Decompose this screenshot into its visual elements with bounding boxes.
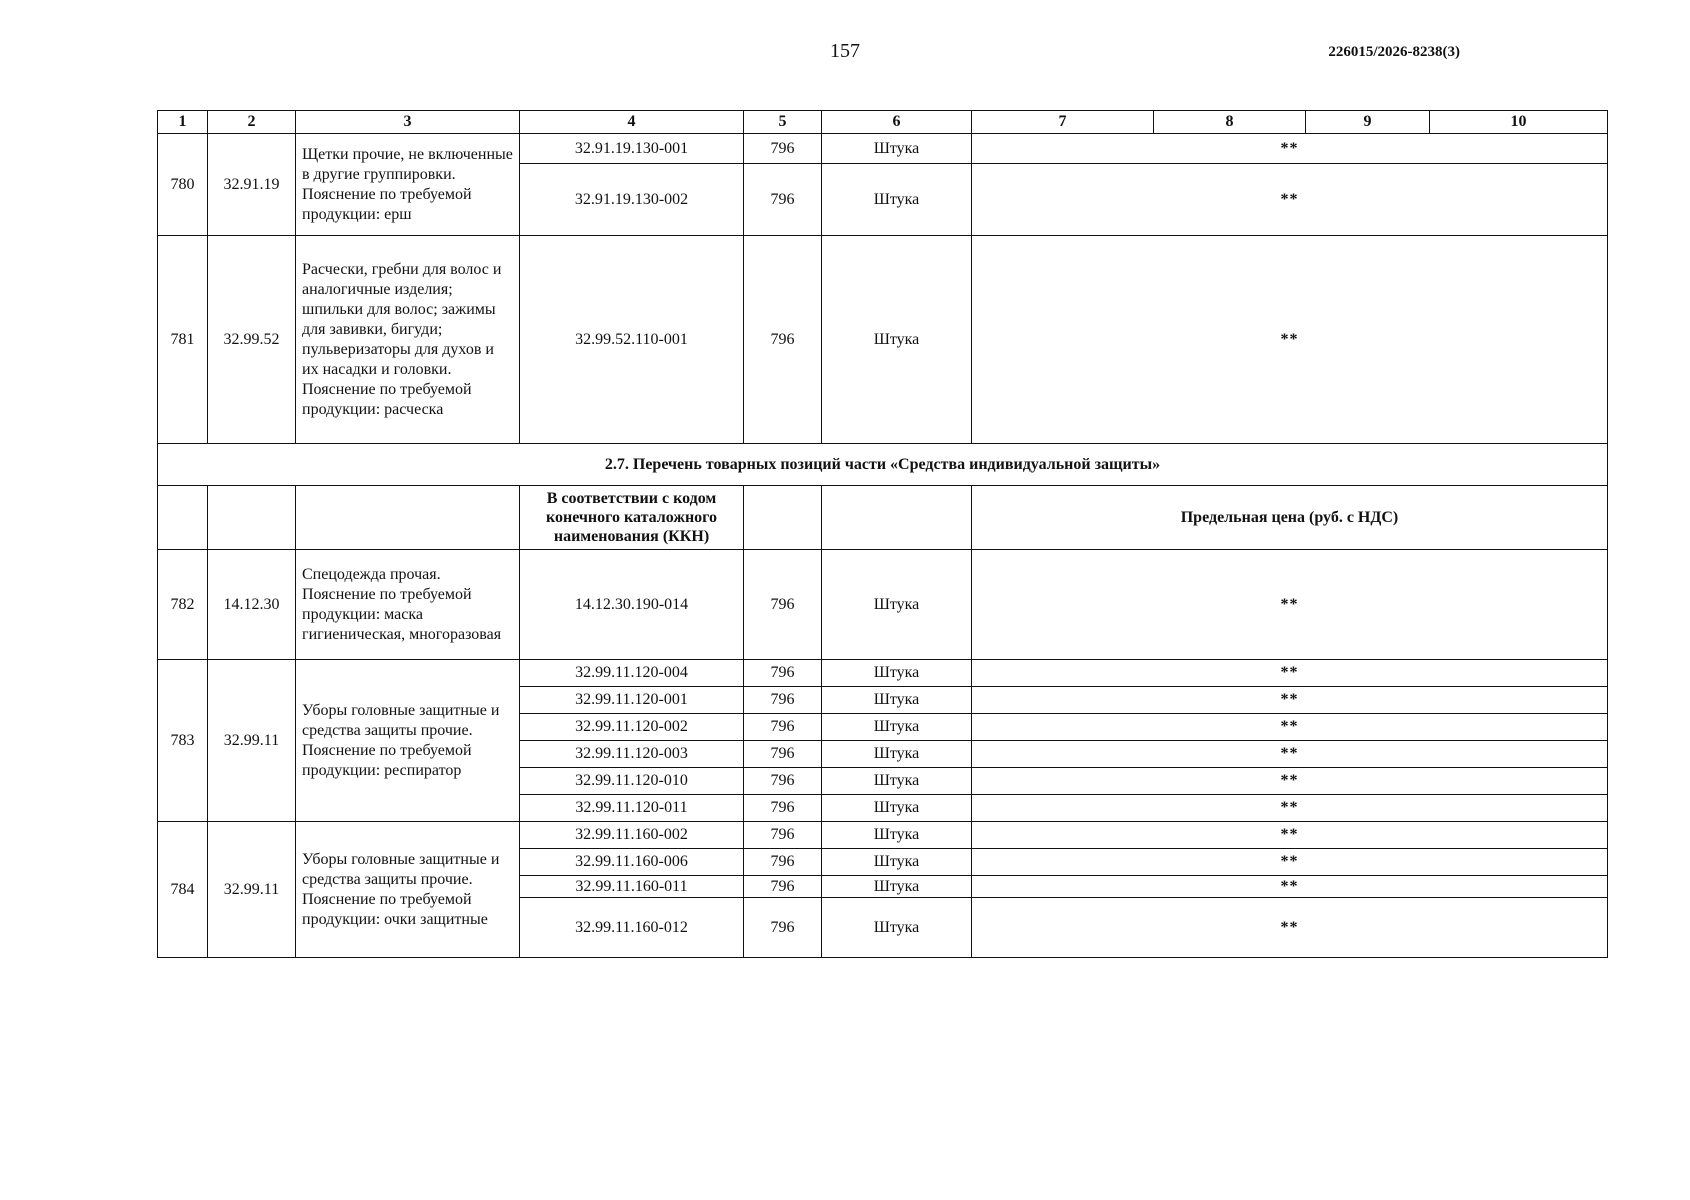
empty-cell: [208, 486, 296, 550]
table-row: [158, 822, 1608, 849]
unit-name: Штука: [822, 164, 972, 236]
unit-name: Штука: [822, 849, 972, 876]
catalog-code: 32.91.19.130-001: [520, 134, 744, 164]
okei-code: 796: [744, 876, 822, 898]
catalog-code: 32.99.11.120-002: [520, 714, 744, 741]
okei-code: 796: [744, 768, 822, 795]
item-description: Щетки прочие, не включенные в другие группировки. Пояснение по требуемой продукции: ерш: [296, 134, 520, 236]
price-cell: **: [972, 822, 1608, 849]
price-cell: **: [972, 849, 1608, 876]
catalog-code: 32.99.11.120-010: [520, 768, 744, 795]
price-cell: **: [972, 768, 1608, 795]
section-title-row: [158, 444, 1608, 486]
row-number: 784: [158, 822, 208, 958]
unit-name: Штука: [822, 134, 972, 164]
catalog-code: 32.99.11.120-001: [520, 687, 744, 714]
table-row: [158, 550, 1608, 660]
okpd-code: 32.99.11: [208, 660, 296, 822]
okei-code: 796: [744, 741, 822, 768]
sub-header-row: [158, 486, 1608, 550]
item-description: Уборы головные защитные и средства защиты прочие. Пояснение по требуемой продукции: респиратор: [296, 660, 520, 822]
okei-code: 796: [744, 714, 822, 741]
catalog-code: 32.99.11.160-002: [520, 822, 744, 849]
table-row: [158, 134, 1608, 164]
price-cell: **: [972, 898, 1608, 958]
price-cell: **: [972, 134, 1608, 164]
unit-name: Штука: [822, 687, 972, 714]
okei-code: 796: [744, 898, 822, 958]
unit-name: Штука: [822, 768, 972, 795]
header-col-7: 7: [972, 111, 1154, 134]
catalog-code: 14.12.30.190-014: [520, 550, 744, 660]
okei-code: 796: [744, 687, 822, 714]
unit-name: Штука: [822, 876, 972, 898]
catalog-code: 32.99.11.120-003: [520, 741, 744, 768]
empty-cell: [158, 486, 208, 550]
price-cell: **: [972, 236, 1608, 444]
catalog-code: 32.99.52.110-001: [520, 236, 744, 444]
header-col-3: 3: [296, 111, 520, 134]
page-number: 157: [830, 40, 860, 62]
kkn-header: В соответствии с кодом конечного каталожного наименования (ККН): [520, 486, 744, 550]
header-col-1: 1: [158, 111, 208, 134]
row-number: 783: [158, 660, 208, 822]
header-col-9: 9: [1306, 111, 1430, 134]
unit-name: Штука: [822, 660, 972, 687]
price-cell: **: [972, 876, 1608, 898]
catalog-code: 32.99.11.160-006: [520, 849, 744, 876]
document-id: 226015/2026-8238(3): [1328, 44, 1460, 60]
item-description: Спецодежда прочая. Пояснение по требуемой продукции: маска гигиеническая, многоразовая: [296, 550, 520, 660]
okpd-code: 14.12.30: [208, 550, 296, 660]
unit-name: Штука: [822, 795, 972, 822]
unit-name: Штука: [822, 236, 972, 444]
catalog-code: 32.99.11.160-011: [520, 876, 744, 898]
catalog-code: 32.99.11.160-012: [520, 898, 744, 958]
unit-name: Штука: [822, 741, 972, 768]
catalog-code: 32.91.19.130-002: [520, 164, 744, 236]
okei-code: 796: [744, 236, 822, 444]
unit-name: Штука: [822, 714, 972, 741]
price-cell: **: [972, 741, 1608, 768]
empty-cell: [744, 486, 822, 550]
price-cell: **: [972, 795, 1608, 822]
unit-name: Штука: [822, 822, 972, 849]
price-table: [157, 110, 1608, 958]
section-title: 2.7. Перечень товарных позиций части «Средства индивидуальной защиты»: [158, 444, 1608, 486]
okpd-code: 32.99.11: [208, 822, 296, 958]
header-col-6: 6: [822, 111, 972, 134]
price-cell: **: [972, 687, 1608, 714]
empty-cell: [296, 486, 520, 550]
row-number: 781: [158, 236, 208, 444]
price-header: Предельная цена (руб. с НДС): [972, 486, 1608, 550]
catalog-code: 32.99.11.120-011: [520, 795, 744, 822]
header-col-5: 5: [744, 111, 822, 134]
price-cell: **: [972, 164, 1608, 236]
price-cell: **: [972, 660, 1608, 687]
price-cell: **: [972, 550, 1608, 660]
okei-code: 796: [744, 134, 822, 164]
empty-cell: [822, 486, 972, 550]
column-number-header: [158, 111, 1608, 134]
item-description: Расчески, гребни для волос и аналогичные изделия; шпильки для волос; зажимы для завивки, бигуди; пульверизаторы для духов и их насадки и головки. Пояснение по требуемой продукции: расческа: [296, 236, 520, 444]
header-col-10: 10: [1430, 111, 1608, 134]
okpd-code: 32.91.19: [208, 134, 296, 236]
header-col-2: 2: [208, 111, 296, 134]
row-number: 780: [158, 134, 208, 236]
unit-name: Штука: [822, 550, 972, 660]
okei-code: 796: [744, 795, 822, 822]
okpd-code: 32.99.52: [208, 236, 296, 444]
unit-name: Штука: [822, 898, 972, 958]
table-row: [158, 660, 1608, 687]
row-number: 782: [158, 550, 208, 660]
header-col-8: 8: [1154, 111, 1306, 134]
catalog-code: 32.99.11.120-004: [520, 660, 744, 687]
header-col-4: 4: [520, 111, 744, 134]
item-description: Уборы головные защитные и средства защиты прочие. Пояснение по требуемой продукции: очки защитные: [296, 822, 520, 958]
okei-code: 796: [744, 164, 822, 236]
okei-code: 796: [744, 550, 822, 660]
table-row: [158, 236, 1608, 444]
price-cell: **: [972, 714, 1608, 741]
okei-code: 796: [744, 822, 822, 849]
okei-code: 796: [744, 660, 822, 687]
okei-code: 796: [744, 849, 822, 876]
